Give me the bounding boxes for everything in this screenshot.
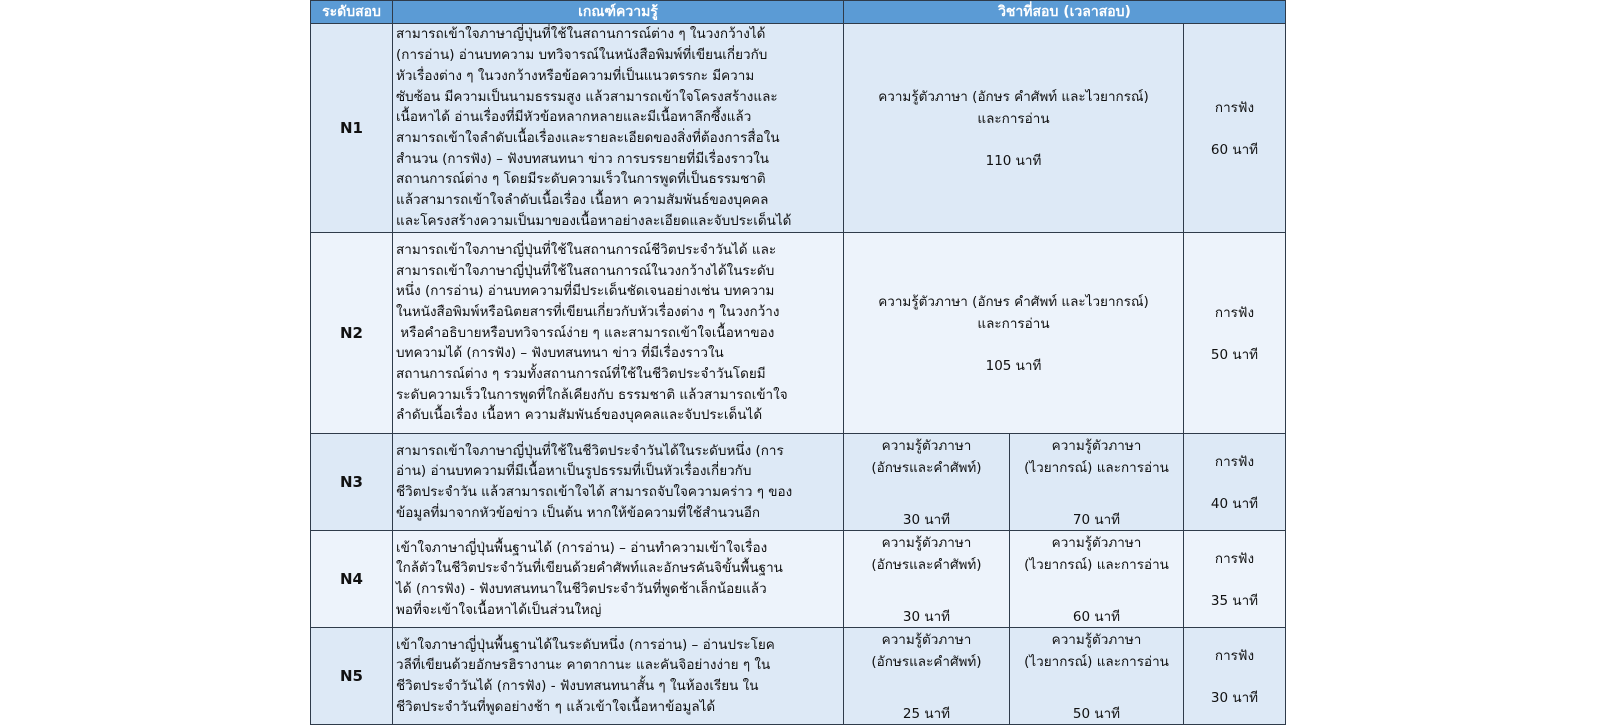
subject-name-cont: (อักษรและคำศัพท์) <box>871 460 982 476</box>
listening-cell <box>1184 628 1286 725</box>
criteria-line: ระดับความเร็วในการพูดที่ใกล้เคียงกับ ธรรมชาติ แล้วสามารถเข้าใจ <box>396 386 788 403</box>
criteria-line: ได้ (การฟัง) - ฟังบทสนทนาในชีวิตประจำวันที่พูดช้าเล็กน้อยแล้ว <box>396 581 767 597</box>
criteria-cell <box>393 233 844 434</box>
subject-vocab-cell <box>844 434 1010 531</box>
table-row-n5 <box>311 628 1286 725</box>
criteria-line: หัวเรื่องต่าง ๆ ในวงกว้างหรือข้อความที่เป็นแนวตรรกะ มีความ <box>396 67 755 84</box>
subject-time: 110 นาที <box>985 153 1042 169</box>
listening-label: การฟัง <box>1214 551 1255 567</box>
header-subjects: วิชาที่สอบ (เวลาสอบ) <box>844 1 1286 24</box>
table-row-n4 <box>311 531 1286 628</box>
criteria-line: สถานการณ์ต่าง ๆ รวมทั้งสถานการณ์ที่ใช้ในชีวิตประจำวันโดยมี <box>396 366 766 383</box>
table-row-n1 <box>311 24 1286 233</box>
listening-time: 35 นาที <box>1210 593 1259 609</box>
jlpt-levels-table <box>310 0 1286 725</box>
subject-cell <box>844 24 1184 233</box>
criteria-line: อ่าน) อ่านบทความที่มีเนื้อหาเป็นรูปธรรมที่เป็นหัวเรื่องเกี่ยวกับ <box>396 463 752 480</box>
criteria-line: ลำดับเนื้อเรื่อง เนื้อหา ความสัมพันธ์ของบุคคลและจับประเด็นได้ <box>396 407 763 424</box>
subject-name: ความรู้ตัวภาษา <box>881 632 972 648</box>
listening-label: การฟัง <box>1214 100 1255 116</box>
subject-name: ความรู้ตัวภาษา <box>1051 438 1142 454</box>
criteria-line: ซับซ้อน มีความเป็นนามธรรมสูง แล้วสามารถเข้าใจโครงสร้างและ <box>396 88 778 105</box>
subject-name-cont: (อักษรและคำศัพท์) <box>871 557 982 573</box>
subject-name-cont: (อักษรและคำศัพท์) <box>871 654 982 670</box>
criteria-line: ในหนังสือพิมพ์หรือนิตยสารที่เขียนเกี่ยวกับหัวเรื่องต่าง ๆ ในวงกว้าง <box>396 303 780 320</box>
subject-grammar-cell <box>1010 628 1184 725</box>
listening-time: 60 นาที <box>1210 142 1259 158</box>
criteria-line: หนึ่ง (การอ่าน) อ่านบทความที่มีประเด็นชัดเจนอย่างเช่น บทความ <box>396 283 775 300</box>
level-cell: N2 <box>311 233 393 434</box>
listening-cell <box>1184 24 1286 233</box>
criteria-line: แล้วสามารถเข้าใจลำดับเนื้อเรื่อง เนื้อหา ความสัมพันธ์ของบุคคล <box>396 192 769 209</box>
subject-time: 105 นาที <box>985 358 1042 374</box>
criteria-line: เข้าใจภาษาญี่ปุ่นพื้นฐานได้ในระดับหนึ่ง (การอ่าน) – อ่านประโยค <box>396 636 775 653</box>
subject-time: 30 นาที <box>902 512 951 528</box>
level-cell: N3 <box>311 434 393 531</box>
criteria-line: หรือคำอธิบายหรือบทวิจารณ์ง่าย ๆ และสามารถเข้าใจเนื้อหาของ <box>396 324 775 341</box>
criteria-line: สถานการณ์ต่าง ๆ โดยมีระดับความเร็วในการพูดที่เป็นธรรมชาติ <box>396 171 766 188</box>
criteria-line: ชีวิตประจำวันที่พูดอย่างช้า ๆ แล้วเข้าใจเนื้อหาข้อมูลได้ <box>396 698 716 715</box>
criteria-line: สามารถเข้าใจภาษาญี่ปุ่นที่ใช้ในสถานการณ์ชีวิตประจำวันได้ และ <box>396 241 777 258</box>
criteria-line: (การอ่าน) อ่านบทความ บทวิจารณ์ในหนังสือพิมพ์ที่เขียนเกี่ยวกับ <box>396 47 768 64</box>
criteria-cell <box>393 628 844 725</box>
subject-time: 25 นาที <box>902 706 951 722</box>
criteria-line: และโครงสร้างความเป็นมาของเนื้อหาอย่างละเอียดและจับประเด็นได้ <box>396 212 792 229</box>
level-cell: N4 <box>311 531 393 628</box>
subject-vocab-cell <box>844 531 1010 628</box>
criteria-line: สำนวน (การฟัง) – ฟังบทสนทนา ข่าว การบรรยายที่มีเรื่องราวใน <box>396 150 770 167</box>
listening-time: 40 นาที <box>1210 496 1259 512</box>
criteria-line: สามารถเข้าใจภาษาญี่ปุ่นที่ใช้ในสถานการณ์ต่าง ๆ ในวงกว้างได้ <box>396 26 766 43</box>
level-cell: N1 <box>311 24 393 233</box>
subject-name: ความรู้ตัวภาษา (อักษร คำศัพท์ และไวยากรณ์) <box>878 294 1149 310</box>
subject-grammar-cell <box>1010 434 1184 531</box>
subject-time: 50 นาที <box>1072 706 1121 722</box>
header-row <box>311 1 1286 24</box>
subject-name: ความรู้ตัวภาษา <box>1051 632 1142 648</box>
subject-name: ความรู้ตัวภาษา <box>881 535 972 551</box>
criteria-line: พอที่จะเข้าใจเนื้อหาได้เป็นส่วนใหญ่ <box>396 601 602 618</box>
criteria-cell <box>393 531 844 628</box>
subject-time: 70 นาที <box>1072 512 1121 528</box>
criteria-cell <box>393 434 844 531</box>
subject-name-cont: (ไวยากรณ์) และการอ่าน <box>1024 557 1169 573</box>
listening-cell <box>1184 434 1286 531</box>
subject-name: ความรู้ตัวภาษา <box>1051 535 1142 551</box>
criteria-line: สามารถเข้าใจภาษาญี่ปุ่นที่ใช้ในชีวิตประจำวันได้ในระดับหนึ่ง (การ <box>396 442 784 459</box>
listening-cell <box>1184 233 1286 434</box>
header-criteria: เกณฑ์ความรู้ <box>393 1 844 24</box>
jlpt-table-container <box>310 0 1285 725</box>
criteria-line: สามารถเข้าใจภาษาญี่ปุ่นที่ใช้ในสถานการณ์ในวงกว้างได้ในระดับ <box>396 262 775 279</box>
criteria-line: เข้าใจภาษาญี่ปุ่นพื้นฐานได้ (การอ่าน) – อ่านทำความเข้าใจเรื่อง <box>396 539 768 556</box>
criteria-line: ใกล้ตัวในชีวิตประจำวันที่เขียนด้วยคำศัพท์และอักษรคันจิขั้นพื้นฐาน <box>396 560 783 577</box>
criteria-line: ข้อมูลที่มาจากหัวข้อข่าว เป็นต้น หากให้ข้อความที่ใช้สำนวนอีก <box>396 504 761 521</box>
header-level: ระดับสอบ <box>311 1 393 24</box>
subject-grammar-cell <box>1010 531 1184 628</box>
level-cell: N5 <box>311 628 393 725</box>
listening-time: 30 นาที <box>1210 690 1259 706</box>
criteria-cell <box>393 24 844 233</box>
criteria-line: ชีวิตประจำวันได้ (การฟัง) - ฟังบทสนทนาสั้น ๆ ในห้องเรียน ใน <box>396 678 759 694</box>
listening-label: การฟัง <box>1214 454 1255 470</box>
listening-time: 50 นาที <box>1210 347 1259 363</box>
criteria-line: เนื้อหาได้ อ่านเรื่องที่มีหัวข้อหลากหลายและมีเนื้อหาลึกซึ้งแล้ว <box>396 109 752 126</box>
listening-cell <box>1184 531 1286 628</box>
criteria-line: สามารถเข้าใจลำดับเนื้อเรื่องและรายละเอียดของสิ่งที่ต้องการสื่อใน <box>396 130 780 146</box>
subject-time: 30 นาที <box>902 609 951 625</box>
criteria-line: บทความได้ (การฟัง) – ฟังบทสนทนา ข่าว ที่มีเรื่องราวใน <box>396 345 724 362</box>
subject-name: ความรู้ตัวภาษา (อักษร คำศัพท์ และไวยากรณ์) <box>878 89 1149 105</box>
subject-vocab-cell <box>844 628 1010 725</box>
table-row-n3 <box>311 434 1286 531</box>
criteria-line: ชีวิตประจำวัน แล้วสามารถเข้าใจได้ สามารถจับใจความคร่าว ๆ ของ <box>396 484 793 500</box>
subject-name-cont: (ไวยากรณ์) และการอ่าน <box>1024 654 1169 670</box>
subject-name-cont: และการอ่าน <box>977 111 1050 127</box>
criteria-line: วลีที่เขียนด้วยอักษรฮิรางานะ คาตากานะ และคันจิอย่างง่าย ๆ ใน <box>396 657 771 674</box>
table-row-n2 <box>311 233 1286 434</box>
listening-label: การฟัง <box>1214 648 1255 664</box>
subject-name: ความรู้ตัวภาษา <box>881 438 972 454</box>
subject-cell <box>844 233 1184 434</box>
listening-label: การฟัง <box>1214 305 1255 321</box>
subject-name-cont: และการอ่าน <box>977 316 1050 332</box>
subject-time: 60 นาที <box>1072 609 1121 625</box>
subject-name-cont: (ไวยากรณ์) และการอ่าน <box>1024 460 1169 476</box>
